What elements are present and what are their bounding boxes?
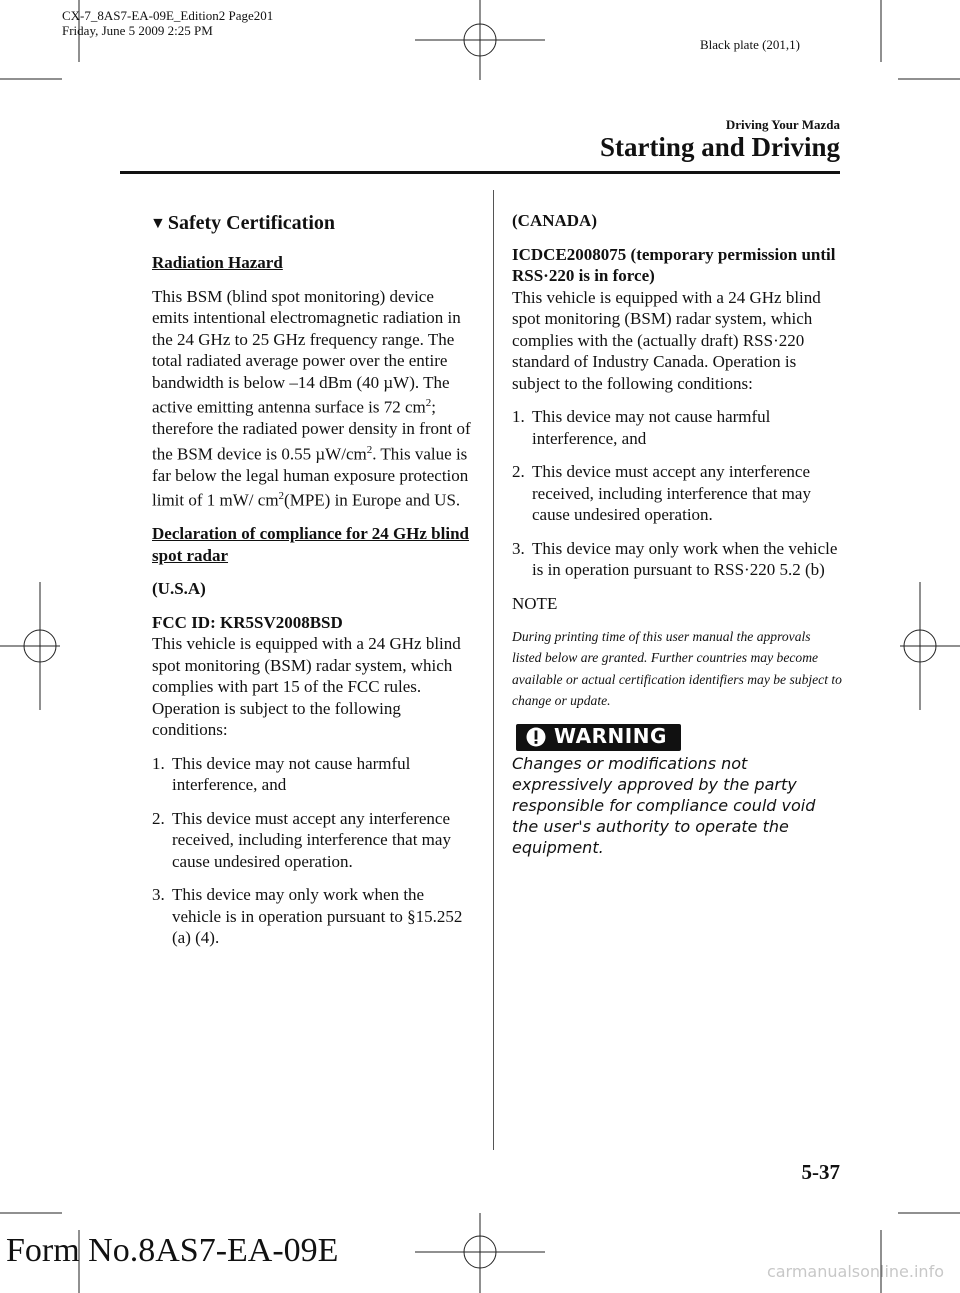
watermark: carmanualsonline.info: [766, 1262, 944, 1281]
list-item-text: This device must accept any interference received, including interference that may cause undesired operation.: [532, 462, 811, 524]
fcc-conditions-list: [152, 753, 474, 949]
list-item-number: 2.: [512, 462, 525, 481]
list-item: [152, 753, 474, 796]
canada-text: This vehicle is equipped with a 24 GHz blind spot monitoring (BSM) radar system, which complies with the (actually draft) RSS·220 standard of Industry Canada. Operation is subject to the following conditions:: [512, 287, 821, 393]
list-item-text: This device may not cause harmful interference, and: [532, 407, 771, 448]
note-title: NOTE: [512, 593, 558, 613]
list-item-number: 1.: [152, 753, 165, 773]
list-item: [512, 461, 842, 526]
right-column: [512, 210, 842, 870]
left-column: [152, 210, 474, 961]
column-divider: [493, 190, 494, 1150]
note-text: During printing time of this user manual the approvals listed below are granted. Further countries may become available or actual certification identifiers may be subject to change or update.: [512, 629, 842, 709]
section-heading: [150, 210, 474, 238]
list-item-number: 3.: [512, 538, 525, 558]
list-item-number: 3.: [152, 885, 165, 905]
canada-label: (CANADA): [512, 211, 597, 230]
fcc-id: FCC ID: KR5SV2008BSD: [152, 612, 343, 632]
radiation-text-part1: This BSM (blind spot monitoring) device emits intentional electromagnetic radiation in the 24 GHz to 25 GHz frequency range. The total radiated average power over the entire bandwidth is below –14 dBm (40 µW). The active emitting antenna surface is 72 cm: [152, 286, 461, 417]
warning-exclamation-icon: [526, 727, 546, 747]
list-item: [512, 406, 842, 449]
radiation-text-part4: (MPE) in Europe and US.: [284, 490, 461, 510]
list-item-text: This device may only work when the vehicle is in operation pursuant to §15.252 (a) (4).: [172, 885, 463, 948]
header-rule: [120, 171, 840, 174]
list-item-number: 2.: [152, 808, 165, 828]
warning-text: Changes or modifications not expressively approved by the party responsible for compliance could void the user's authority to operate the equipment.: [512, 753, 816, 857]
usa-label: (U.S.A): [152, 579, 206, 599]
fcc-text: This vehicle is equipped with a 24 GHz blind spot monitoring (BSM) radar system, which complies with part 15 of the FCC rules. Operation is subject to the following conditions:: [152, 634, 461, 740]
radiation-text-part2: ; therefore the radiated power density in front of the BSM device is 0.55 µW/cm: [152, 397, 471, 464]
radiation-text-part3: . This value is far below the legal human exposure protection limit of 1 mW/ cm: [152, 444, 469, 510]
warning-label: WARNING: [554, 724, 667, 749]
superscript: 2: [366, 443, 373, 456]
list-item-text: This device may only work when the vehicle is in operation pursuant to RSS·220 5.2 (b): [532, 538, 838, 579]
section-title: Driving Your Mazda: [725, 117, 840, 132]
page-number: 5-37: [801, 1160, 840, 1184]
print-file-name: CX-7_8AS7-EA-09E_Edition2 Page201: [62, 8, 274, 23]
radiation-hazard-text: [152, 286, 474, 512]
section-heading-text: Safety Certification: [167, 212, 336, 234]
triangle-bullet-icon: ▼: [150, 215, 166, 232]
list-item: [152, 884, 474, 949]
list-item-text: This device must accept any interference received, including interference that may cause undesired operation.: [172, 808, 451, 871]
list-item: [152, 808, 474, 873]
declaration-title: Declaration of compliance for 24 GHz blind spot radar: [152, 524, 469, 565]
list-item: [512, 538, 842, 581]
list-item-number: 1.: [512, 407, 525, 426]
print-metadata: [62, 8, 273, 38]
chapter-title: Starting and Driving: [599, 132, 840, 162]
canada-conditions-list: [512, 406, 842, 581]
superscript: 2: [425, 397, 432, 409]
radiation-hazard-title: Radiation Hazard: [152, 253, 283, 272]
ic-id: ICDCE2008075 (temporary permission until RSS·220 is in force): [512, 244, 836, 285]
list-item-text: This device may not cause harmful interference, and: [172, 753, 411, 795]
warning-badge: [516, 724, 681, 751]
superscript: 2: [278, 490, 285, 503]
plate-label: Black plate (201,1): [700, 37, 800, 52]
print-date: Friday, June 5 2009 2:25 PM: [62, 23, 213, 38]
form-number: Form No.8AS7-EA-09E: [6, 1232, 339, 1269]
